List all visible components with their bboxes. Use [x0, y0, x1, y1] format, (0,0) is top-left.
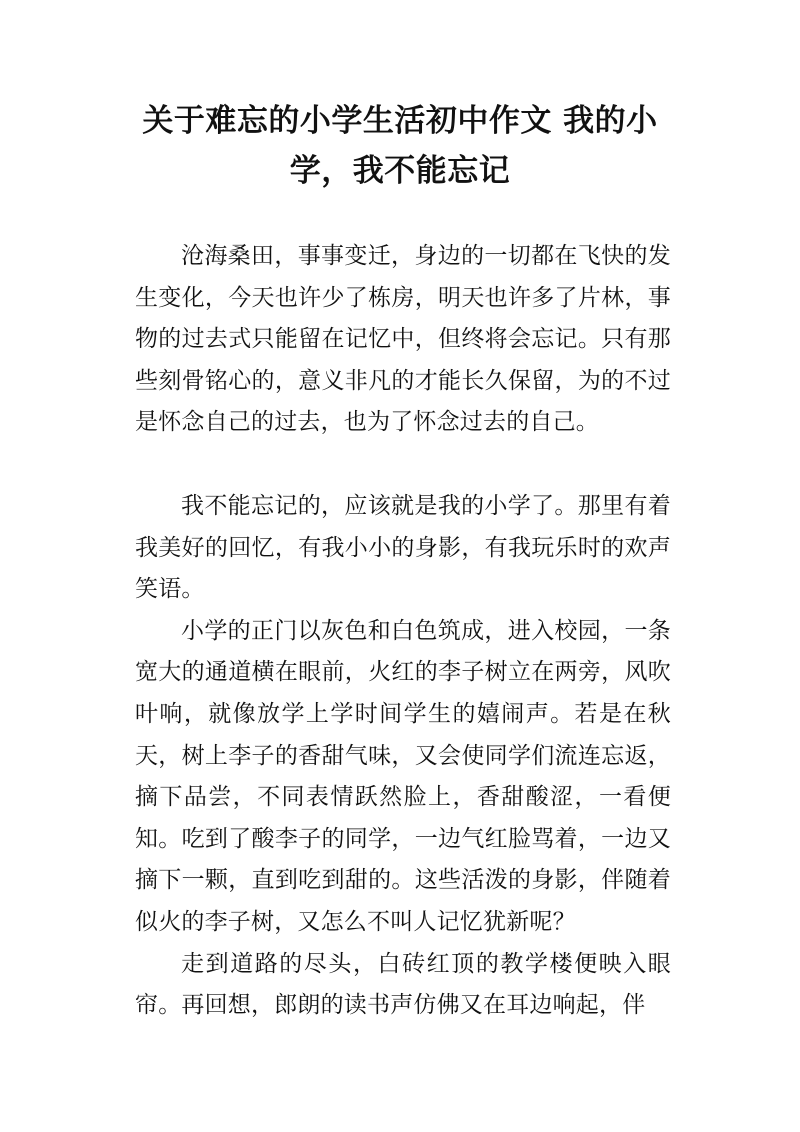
paragraph: 我不能忘记的，应该就是我的小学了。那里有着我美好的回忆，有我小小的身影，有我玩乐时的欢声笑语。	[135, 492, 671, 603]
paragraph: 走到道路的尽头，白砖红顶的教学楼便映入眼帘。再回想，郎朗的读书声仿佛又在耳边响起，伴	[135, 950, 671, 1019]
paragraph: 小学的正门以灰色和白色筑成，进入校园，一条宽大的通道横在眼前，火红的李子树立在两旁，风吹叶响，就像放学上学时间学生的嬉闹声。若是在秋天，树上李子的香甜气味，又会使同学们流连忘返，摘下品尝，不同表情跃然脸上，香甜酸涩，一看便知。吃到了酸李子的同学，一边气红脸骂着，一边又摘下一颗，直到吃到甜的。这些活泼的身影，伴随着似火的李子树，又怎么不叫人记忆犹新呢？	[135, 617, 671, 935]
document-body	[135, 236, 671, 1027]
document-title: 关于难忘的小学生活初中作文 我的小学，我不能忘记	[142, 103, 658, 189]
paragraph: 沧海桑田，事事变迁，身边的一切都在飞快的发生变化，今天也许少了栋房，明天也许多了片林，事物的过去式只能留在记忆中，但终将会忘记。只有那些刻骨铭心的，意义非凡的才能长久保留，为的不过是怀念自己的过去，也为了怀念过去的自己。	[135, 243, 671, 436]
